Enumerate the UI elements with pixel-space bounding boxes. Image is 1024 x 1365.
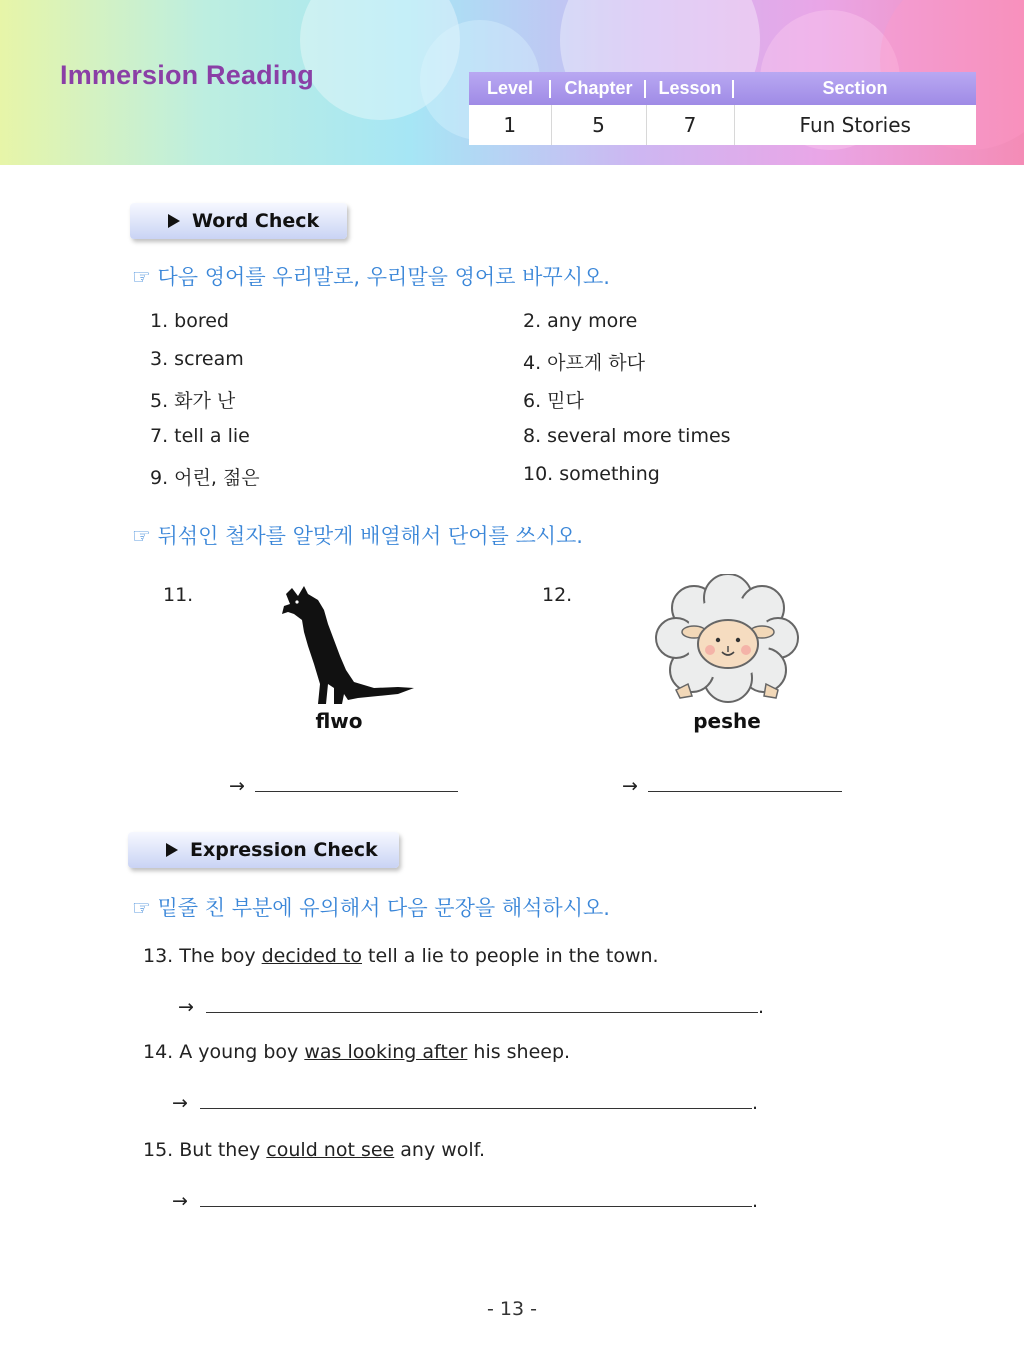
arrow-icon: → (229, 775, 245, 797)
expression-check-button[interactable] (128, 832, 399, 868)
vocab-item-9: 9. 어린, 젊은 (150, 467, 260, 489)
scramble-number-11: 11. (163, 584, 194, 606)
page-number: - 13 - (487, 1298, 537, 1320)
underlined-phrase: could not see (266, 1139, 395, 1161)
sentence-text: 14. A young boy (143, 1041, 305, 1063)
blank-line (255, 778, 458, 792)
underlined-phrase: decided to (261, 945, 363, 967)
value-level: 1 (469, 105, 551, 145)
translation-line-14[interactable] (172, 1092, 758, 1114)
scramble-number-12: 12. (542, 584, 573, 606)
value-section: Fun Stories (734, 105, 976, 145)
vocab-item-8: 8. several more times (523, 425, 731, 447)
sentence-13 (143, 945, 659, 967)
scrambled-word-12: peshe (693, 709, 761, 733)
word-check-label: Word Check (192, 210, 320, 232)
period: . (751, 1092, 759, 1114)
sentence-text: his sheep. (467, 1041, 571, 1063)
header-chapter: Chapter (551, 72, 646, 105)
arrow-icon: → (172, 1092, 188, 1114)
vocab-item-4: 4. 아프게 하다 (523, 352, 645, 374)
header-lesson: Lesson (646, 72, 734, 105)
app-title: Immersion Reading (60, 60, 314, 90)
header-level: Level (469, 72, 551, 105)
expression-check-label: Expression Check (190, 839, 378, 861)
vocab-item-5: 5. 화가 난 (150, 390, 236, 412)
blank-line (206, 999, 758, 1013)
vocab-item-7: 7. tell a lie (150, 425, 250, 447)
translation-line-15[interactable] (172, 1190, 758, 1212)
period: . (751, 1190, 759, 1212)
translation-line-13[interactable] (178, 996, 764, 1018)
arrow-icon: → (172, 1190, 188, 1212)
sentence-15 (143, 1139, 485, 1161)
arrow-icon: → (178, 996, 194, 1018)
period: . (757, 996, 765, 1018)
blank-line (648, 778, 842, 792)
word-check-button[interactable] (130, 203, 347, 239)
arrow-icon: → (622, 775, 638, 797)
vocab-item-2: 2. any more (523, 310, 638, 332)
instruction-interpret: ☞ 밑줄 친 부분에 유의해서 다음 문장을 해석하시오. (132, 896, 610, 920)
play-triangle-icon (168, 214, 180, 228)
blank-line (200, 1095, 752, 1109)
sentence-text: 15. But they (143, 1139, 267, 1161)
sentence-text: tell a lie to people in the town. (362, 945, 659, 967)
instruction-translate: ☞ 다음 영어를 우리말로, 우리말을 영어로 바꾸시오. (132, 265, 610, 289)
instruction-unscramble: ☞ 뒤섞인 철자를 알맞게 배열해서 단어를 쓰시오. (132, 524, 583, 548)
underlined-phrase: was looking after (304, 1041, 468, 1063)
sheep-icon (654, 574, 802, 706)
value-lesson: 7 (646, 105, 734, 145)
value-chapter: 5 (551, 105, 646, 145)
vocab-item-3: 3. scream (150, 348, 244, 370)
sentence-text: any wolf. (394, 1139, 486, 1161)
answer-line-11[interactable] (229, 775, 458, 797)
answer-line-12[interactable] (622, 775, 842, 797)
blank-line (200, 1193, 752, 1207)
sentence-text: 13. The boy (143, 945, 262, 967)
vocab-item-10: 10. something (523, 463, 660, 485)
header-section: Section (734, 72, 976, 105)
sentence-14 (143, 1041, 570, 1063)
vocab-item-6: 6. 믿다 (523, 390, 584, 412)
lesson-info-table (469, 72, 976, 145)
header-banner (0, 0, 1024, 165)
scrambled-word-11: flwo (315, 709, 363, 733)
vocab-item-1: 1. bored (150, 310, 229, 332)
play-triangle-icon (166, 843, 178, 857)
wolf-icon (278, 584, 418, 708)
